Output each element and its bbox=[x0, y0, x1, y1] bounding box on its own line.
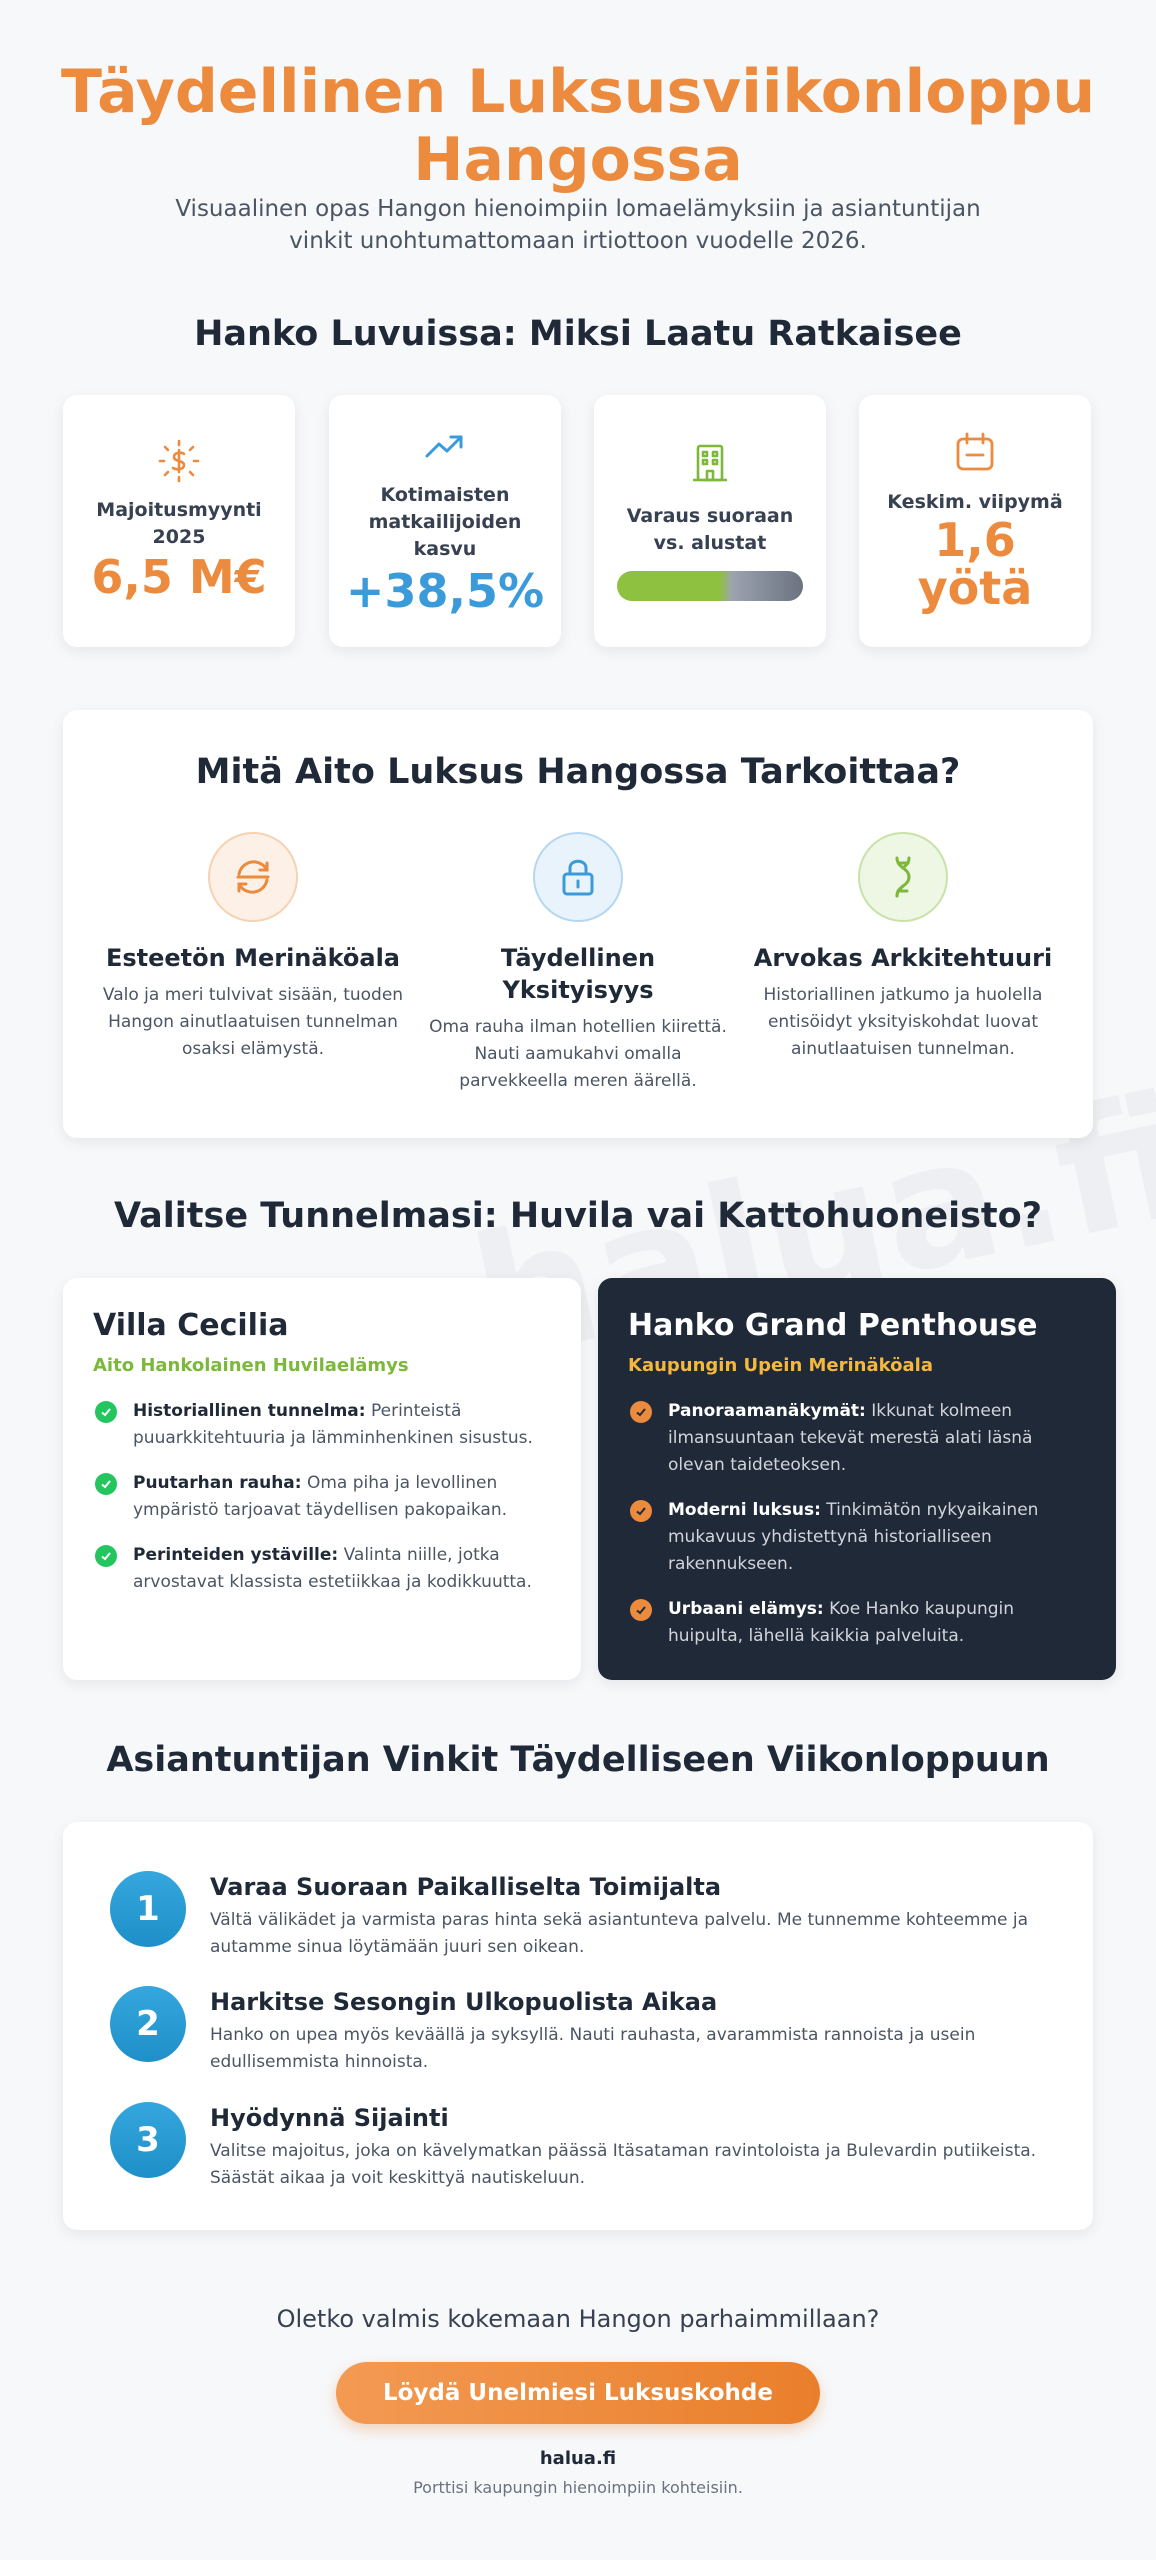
tip-number: 1 bbox=[110, 1871, 186, 1947]
list-item bbox=[93, 1542, 551, 1596]
footer-note: Porttisi kaupungin hienoimpiin kohteisiin. bbox=[413, 2478, 743, 2497]
stat-card-booking bbox=[594, 395, 826, 647]
page-title: Täydellinen Luksusviikonloppu Hangossa bbox=[60, 57, 1096, 195]
building-icon bbox=[688, 441, 732, 485]
feature-title: Esteetön Merinäköala bbox=[105, 944, 401, 972]
calendar-icon bbox=[953, 431, 997, 475]
point-text: Tinkimätön nykyaikainen mukavuus yhdistettynä historialliseen rakennukseen. bbox=[668, 1500, 1039, 1574]
villa-card bbox=[63, 1278, 581, 1680]
tips-section-title: Asiantuntijan Vinkit Täydelliseen Viikonloppuun bbox=[106, 1740, 1050, 1780]
stat-label: Kotimaisten matkailijoiden kasvu bbox=[368, 483, 522, 560]
tip-desc: Hanko on upea myös keväällä ja syksyllä. Nauti rauhasta, avarammista rannoista ja usein edullisemmista hinnoista. bbox=[210, 2025, 976, 2072]
feature-title: Täydellinen Yksityisyys bbox=[500, 944, 656, 1004]
point-bold: Panoraamanäkymät: bbox=[668, 1401, 866, 1421]
footer-brand[interactable]: halua.fi bbox=[539, 2448, 617, 2469]
check-circle-icon bbox=[630, 1500, 652, 1522]
tip-item bbox=[110, 1986, 1040, 2076]
dna-icon bbox=[858, 832, 948, 922]
find-luxury-destination-button[interactable]: Löydä Unelmiesi Luksuskohde bbox=[336, 2362, 820, 2424]
stat-value: 6,5 M€ bbox=[91, 550, 267, 604]
list-item bbox=[628, 1596, 1086, 1650]
stat-value: +38,5% bbox=[345, 563, 545, 618]
feature-desc: Valo ja meri tulvivat sisään, tuoden Hangon ainutlaatuisen tunnelman osaksi elämystä. bbox=[102, 985, 404, 1059]
check-circle-icon bbox=[630, 1599, 652, 1621]
dollar-icon bbox=[157, 439, 201, 483]
point-bold: Moderni luksus: bbox=[668, 1500, 821, 1520]
luxury-section-title: Mitä Aito Luksus Hangossa Tarkoittaa? bbox=[195, 752, 961, 792]
tip-item bbox=[110, 2102, 1040, 2192]
check-circle-icon bbox=[95, 1545, 117, 1567]
check-circle-icon bbox=[630, 1401, 652, 1423]
tip-title: Harkitse Sesongin Ulkopuolista Aikaa bbox=[210, 1988, 718, 2016]
sea-view-icon bbox=[208, 832, 298, 922]
tip-desc: Vältä välikädet ja varmista paras hinta sekä asiantunteva palvelu. Me tunnemme kohteemme ja autamme sinua löytämään juuri sen oikean. bbox=[210, 1910, 1029, 1957]
stat-card-growth bbox=[329, 395, 561, 647]
stat-card-stay bbox=[859, 395, 1091, 647]
penthouse-tagline: Kaupungin Upein Merinäköala bbox=[628, 1355, 933, 1376]
feature-desc: Historiallinen jatkumo ja huolella entisöidyt yksityiskohdat luovat ainutlaatuisen tunnelman. bbox=[763, 985, 1043, 1059]
feature-architecture bbox=[748, 832, 1058, 1063]
stats-section-title: Hanko Luvuissa: Miksi Laatu Ratkaisee bbox=[194, 314, 962, 354]
tip-number: 2 bbox=[110, 1986, 186, 2062]
feature-privacy bbox=[423, 832, 733, 1095]
list-item bbox=[93, 1398, 551, 1452]
list-item bbox=[628, 1497, 1086, 1578]
point-text: Perinteistä puuarkkitehtuuria ja lämminhenkinen sisustus. bbox=[133, 1401, 533, 1448]
villa-name: Villa Cecilia bbox=[93, 1308, 289, 1343]
tip-desc: Valitse majoitus, joka on kävelymatkan päässä Itäsataman ravintoloista ja Bulevardin putiikeista. Säästät aikaa ja voit keskittyä nautiskeluun. bbox=[210, 2141, 1037, 2188]
stat-label: Keskim. viipymä bbox=[887, 490, 1063, 513]
point-text: Koe Hanko kaupungin huipulta, lähellä kaikkia palveluita. bbox=[668, 1599, 1015, 1646]
tip-item bbox=[110, 1871, 1040, 1961]
list-item bbox=[93, 1470, 551, 1524]
stat-label: Majoitusmyynti 2025 bbox=[96, 499, 262, 548]
tip-number: 3 bbox=[110, 2102, 186, 2178]
feature-sea-view bbox=[98, 832, 408, 1063]
feature-title: Arvokas Arkkitehtuuri bbox=[753, 944, 1053, 972]
booking-ratio-bar bbox=[617, 571, 803, 601]
feature-desc: Oma rauha ilman hotellien kiirettä. Nauti aamukahvi omalla parvekkeella meren äärellä. bbox=[429, 1017, 727, 1091]
villa-points bbox=[93, 1398, 551, 1596]
point-bold: Perinteiden ystäville: bbox=[133, 1545, 339, 1565]
point-bold: Puutarhan rauha: bbox=[133, 1473, 302, 1493]
tip-title: Varaa Suoraan Paikalliselta Toimijalta bbox=[210, 1873, 722, 1901]
point-bold: Urbaani elämys: bbox=[668, 1599, 824, 1619]
trending-up-icon bbox=[423, 424, 467, 468]
stat-card-sales bbox=[63, 395, 295, 647]
stat-label: Varaus suoraan vs. alustat bbox=[626, 505, 794, 554]
penthouse-name: Hanko Grand Penthouse bbox=[628, 1308, 1038, 1343]
cta-question: Oletko valmis kokemaan Hangon parhaimmillaan? bbox=[276, 2305, 880, 2333]
choose-section-title: Valitse Tunnelmasi: Huvila vai Kattohuoneisto? bbox=[113, 1196, 1042, 1236]
page-subtitle: Visuaalinen opas Hangon hienoimpiin lomaelämyksiin ja asiantuntijan vinkit unohtumattomaan irtiottoon vuodelle 2026. bbox=[175, 196, 981, 254]
penthouse-points bbox=[628, 1398, 1086, 1650]
lock-icon bbox=[533, 832, 623, 922]
point-text: Oma piha ja levollinen ympäristö tarjoavat täydellisen pakopaikan. bbox=[133, 1473, 508, 1520]
stat-value: 1,6 yötä bbox=[917, 512, 1033, 615]
tip-title: Hyödynnä Sijainti bbox=[210, 2104, 449, 2132]
check-circle-icon bbox=[95, 1401, 117, 1423]
point-text: Valinta niille, jotka arvostavat klassista estetiikkaa ja kodikkuutta. bbox=[133, 1545, 532, 1592]
villa-tagline: Aito Hankolainen Huvilaelämys bbox=[93, 1355, 409, 1376]
penthouse-card bbox=[598, 1278, 1116, 1680]
point-text: Ikkunat kolmeen ilmansuuntaan tekevät merestä alati läsnä olevan taideteoksen. bbox=[668, 1401, 1033, 1475]
list-item bbox=[628, 1398, 1086, 1479]
check-circle-icon bbox=[95, 1473, 117, 1495]
point-bold: Historiallinen tunnelma: bbox=[133, 1401, 366, 1421]
